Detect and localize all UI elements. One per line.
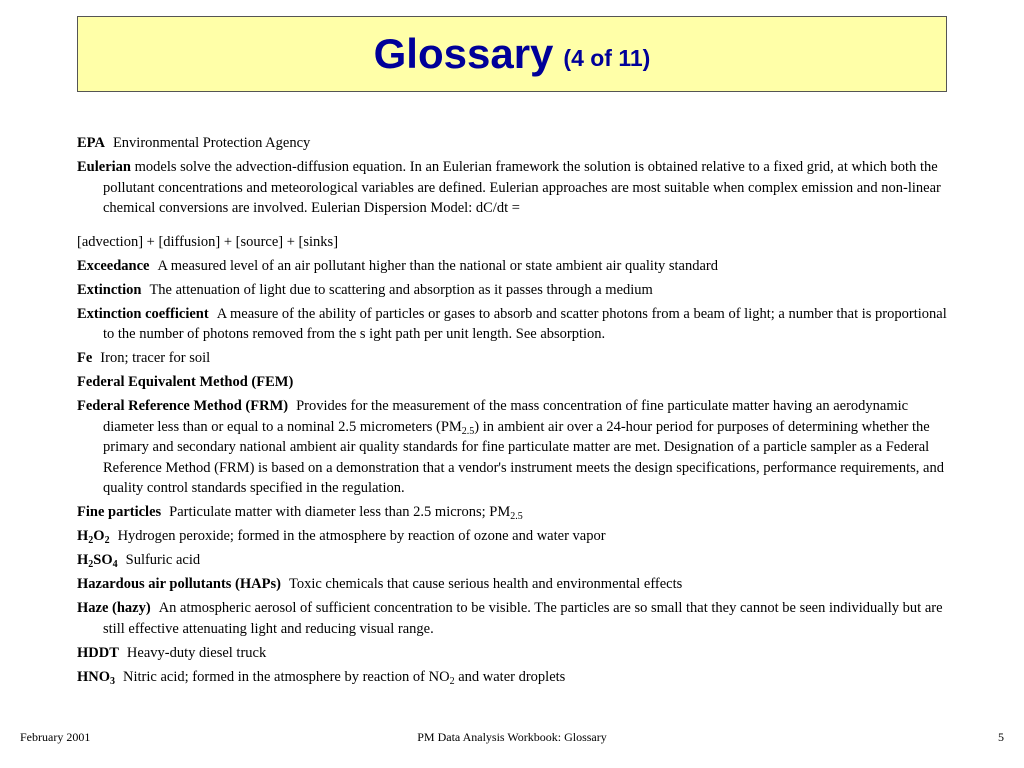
glossary-list — [77, 133, 957, 691]
glossary-entry-hno3 — [77, 667, 957, 688]
glossary-term: Fe — [77, 350, 93, 366]
glossary-term: Haze (hazy) — [77, 600, 151, 616]
glossary-term: EPA — [77, 135, 105, 151]
glossary-term: Hazardous air pollutants (HAPs) — [77, 576, 281, 592]
glossary-entry-fine-particles — [77, 502, 957, 523]
glossary-term: Federal Reference Method (FRM) — [77, 398, 289, 414]
glossary-entry-exceedance — [77, 256, 957, 277]
glossary-definition: Nitric acid; formed in the atmosphere by reaction of NO — [123, 668, 450, 685]
subscript: 2 — [104, 535, 110, 546]
subscript: 2 — [88, 559, 94, 570]
glossary-definition: Toxic chemicals that cause serious health and environmental effects — [288, 576, 683, 592]
glossary-definition: Heavy-duty diesel truck — [126, 644, 267, 661]
glossary-entry-h2o2 — [77, 526, 957, 547]
glossary-definition-cont: and water droplets — [454, 668, 566, 685]
glossary-term: Extinction coefficient — [77, 305, 209, 322]
glossary-entry-extinction-coefficient — [77, 304, 957, 345]
glossary-term: Exceedance — [77, 257, 150, 274]
page-subtitle: (4 of 11) — [563, 44, 651, 71]
subscript: 2 — [88, 535, 94, 546]
subscript: 2.5 — [461, 425, 475, 437]
glossary-entry-extinction — [77, 280, 957, 301]
glossary-term: Extinction — [77, 281, 142, 298]
glossary-definition: A measure of the ability of particles or gases to absorb and scatter photons from a beam of light; a number that is proportional to the number of photons removed from the s ight path per unit length. See absorption. — [103, 305, 947, 342]
glossary-entry-fe — [77, 348, 957, 369]
glossary-entry-fem — [77, 372, 957, 393]
glossary-definition: Iron; tracer for soil — [100, 350, 211, 366]
glossary-entry-hddt — [77, 643, 957, 664]
glossary-term — [77, 528, 110, 544]
page-title: Glossary — [373, 30, 554, 77]
glossary-definition: Environmental Protection Agency — [112, 135, 311, 151]
glossary-term — [77, 552, 118, 568]
subscript: 2.5 — [510, 511, 523, 522]
glossary-term — [77, 669, 115, 685]
glossary-term: Eulerian — [77, 159, 131, 175]
glossary-definition-cont: ) in ambient air over a 24-hour period for purposes of determining whether the primary and secondary national ambient air quality standards for fine particulate matter are met. Designation of a particle sampler as a Federal Reference Method (FRM) is based on a demonstration that a vendor's instrument meets the design specifications, performance requirements, and quality control standards specified in the regulation. — [103, 418, 944, 496]
footer-date: February 2001 — [20, 730, 91, 744]
glossary-definition: Provides for the measurement of the mass concentration of fine particulate matter having an aerodynamic diameter less than or equal to a nominal 2.5 micrometers (PM — [103, 398, 909, 435]
subscript: 4 — [112, 559, 118, 570]
term-part: HNO — [77, 668, 111, 685]
glossary-definition: models solve the advection-diffusion equation. In an Eulerian framework the solution is obtained relative to a fixed grid, at which both the pollutant concentrations and meteorological variables are defined. Eulerian approaches are most suitable when complex emission and non-linear chemical conversions are involved. Eulerian Dispersion Model: dC/dt = — [103, 159, 941, 216]
glossary-definition: Sulfuric acid — [125, 552, 201, 568]
glossary-term: Federal Equivalent Method (FEM) — [77, 374, 294, 390]
footer-title: PM Data Analysis Workbook: Glossary — [417, 730, 607, 744]
glossary-entry-eulerian — [77, 157, 957, 252]
subscript: 2 — [449, 675, 455, 687]
term-part: H — [77, 528, 89, 544]
page-number: 5 — [998, 730, 1004, 744]
glossary-term: HDDT — [77, 644, 119, 661]
glossary-term: Fine particles — [77, 504, 162, 520]
glossary-entry-haze — [77, 598, 957, 639]
glossary-entry-h2so4 — [77, 550, 957, 571]
glossary-definition: Hydrogen peroxide; formed in the atmosphere by reaction of ozone and water vapor — [117, 528, 606, 544]
glossary-definition: An atmospheric aerosol of sufficient concentration to be visible. The particles are so small that they cannot be seen individually but are still effective attenuating light and reducing visual range. — [103, 600, 943, 637]
title-banner — [77, 16, 947, 92]
glossary-definition: A measured level of an air pollutant higher than the national or state ambient air quality standard — [157, 257, 718, 274]
term-part: H — [77, 552, 89, 568]
glossary-definition: The attenuation of light due to scattering and absorption as it passes through a medium — [149, 281, 653, 298]
term-part: O — [93, 528, 105, 544]
glossary-entry-haps — [77, 574, 957, 595]
glossary-definition: Particulate matter with diameter less than 2.5 microns; PM — [169, 504, 511, 520]
subscript: 3 — [110, 675, 116, 687]
term-part: SO — [93, 552, 113, 568]
eulerian-formula: [advection] + [diffusion] + [source] + [sinks] — [77, 233, 339, 250]
glossary-entry-epa — [77, 133, 957, 154]
glossary-entry-frm — [77, 396, 957, 499]
